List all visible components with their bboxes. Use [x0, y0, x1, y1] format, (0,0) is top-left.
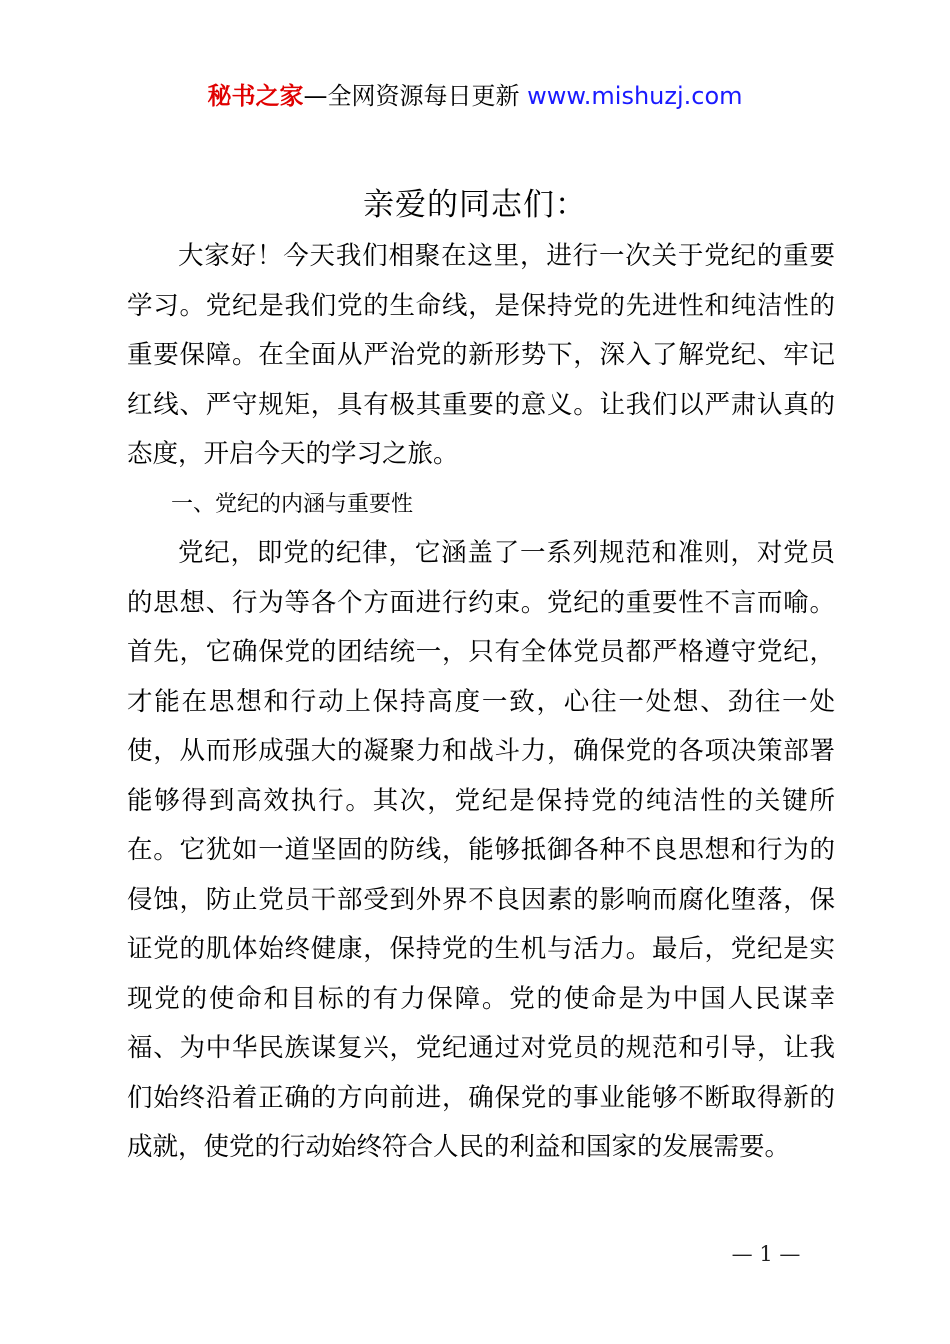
site-header [0, 80, 950, 112]
header-tagline: —全网资源每日更新 [303, 82, 520, 110]
document-body [127, 232, 835, 1173]
page-number: — 1 — [731, 1242, 801, 1266]
salutation-title: 亲爱的同志们： [363, 187, 587, 223]
brand-name: 秘书之家 [207, 82, 304, 110]
site-url-link[interactable]: www.mishuzj.com [527, 82, 743, 110]
section-heading: 一、党纪的内涵与重要性 [171, 491, 414, 517]
intro-paragraph: 大家好！今天我们相聚在这里，进行一次关于党纪的重要学习。党纪是我们党的生命线，是保持党的先进性和纯洁性的重要保障。在全面从严治党的新形势下，深入了解党纪、牢记红线、严守规矩，具有极其重要的意义。让我们以严肃认真的态度，开启今天的学习之旅。 [127, 241, 835, 469]
body-paragraph: 党纪，即党的纪律，它涵盖了一系列规范和准则，对党员的思想、行为等各个方面进行约束。党纪的重要性不言而喻。首先，它确保党的团结统一，只有全体党员都严格遵守党纪，才能在思想和行动上保持高度一致，心往一处想、劲往一处使，从而形成强大的凝聚力和战斗力，确保党的各项决策部署能够得到高效执行。其次，党纪是保持党的纯洁性的关键所在。它犹如一道坚固的防线，能够抵御各种不良思想和行为的侵蚀，防止党员干部受到外界不良因素的影响而腐化堕落，保证党的肌体始终健康，保持党的生机与活力。最后，党纪是实现党的使命和目标的有力保障。党的使命是为中国人民谋幸福、为中华民族谋复兴，党纪通过对党员的规范和引导，让我们始终沿着正确的方向前进，确保党的事业能够不断取得新的成就，使党的行动始终符合人民的利益和国家的发展需要。 [127, 538, 835, 1162]
